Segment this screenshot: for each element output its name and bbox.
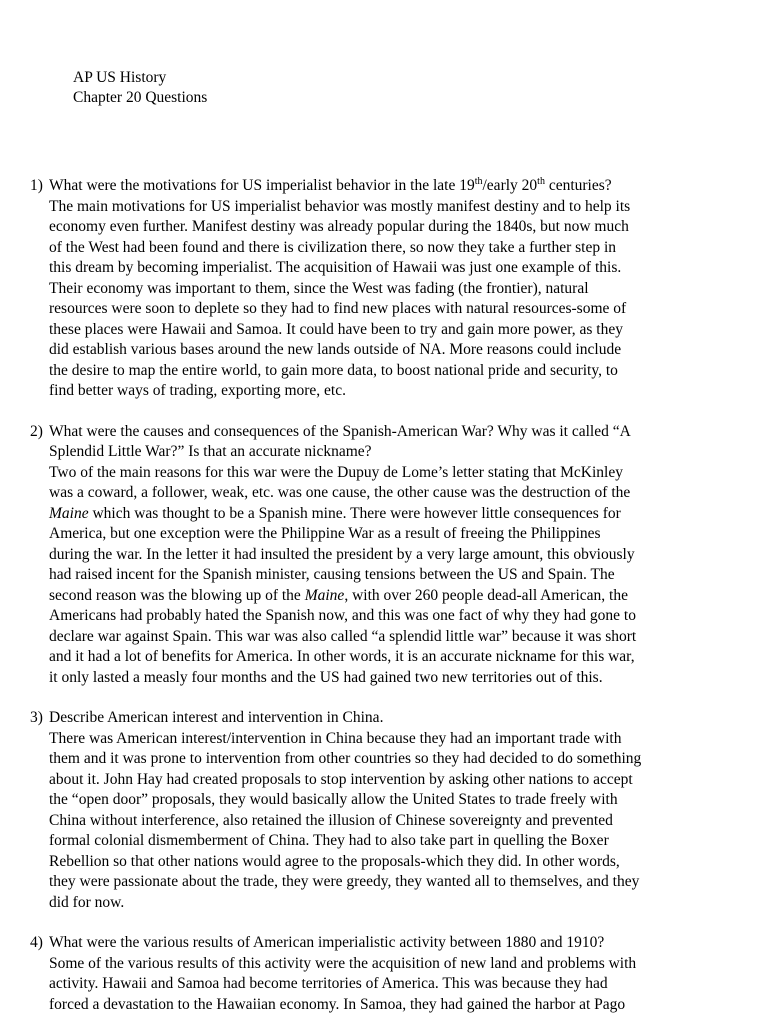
question-list (30, 176, 750, 1035)
question-text: Splendid Little War?” Is that an accurate nickname? (49, 443, 372, 460)
answer-line: find better ways of trading, exporting more, etc. (49, 382, 346, 399)
question-item (30, 708, 750, 913)
answer-line: China without interference, also retained the illusion of Chinese sovereignty and prevented (49, 811, 613, 829)
question-item (30, 933, 750, 1015)
answer-line: the “open door” proposals, they would basically allow the United States to trade freely with (49, 791, 618, 808)
answer-line: America, but one exception were the Philippine War as a result of freeing the Philippines (49, 525, 601, 542)
answer-line: second reason was the blowing up of the Maine, with over 260 people dead-all American, the (49, 586, 628, 604)
question-number: 3) (30, 709, 43, 726)
answer-line: declare war against Spain. This war was also called “a splendid little war” because it was short (49, 627, 637, 645)
answer-line: Some of the various results of this activity were the acquisition of new land and problems with (49, 954, 637, 972)
question-text: What were the causes and consequences of the Spanish-American War? Why was it called “A (49, 422, 631, 440)
question-item (30, 176, 750, 402)
question-text: What were the various results of American imperialistic activity between 1880 and 1910? (49, 934, 605, 951)
answer-line: did for now. (49, 893, 125, 911)
answer-line: had raised incent for the Spanish minister, causing tensions between the US and Spain. The (49, 566, 615, 583)
answer-line: during the war. In the letter it had insulted the president by a very large amount, this obviously (49, 545, 635, 563)
question-number: 2) (30, 422, 43, 440)
answer-line: was a coward, a follower, weak, etc. was one cause, the other cause was the destruction of the (49, 484, 631, 501)
question-text: What were the motivations for US imperialist behavior in the late 19th/early 20th centuries? (49, 176, 612, 194)
answer-line: The main motivations for US imperialist behavior was mostly manifest destiny and to help its (49, 197, 631, 215)
answer-line: they were passionate about the trade, they were greedy, they wanted all to themselves, and they (49, 873, 640, 890)
question-number: 1) (30, 177, 43, 194)
answer-line: forced a devastation to the Hawaiian economy. In Samoa, they had gained the harbor at Pago (49, 995, 626, 1013)
document-header (73, 68, 207, 108)
question-text: Describe American interest and intervention in China. (49, 709, 384, 726)
answer-line: about it. John Hay had created proposals to stop intervention by asking other nations to accept (49, 770, 633, 788)
answer-line: of the West had been found and there is civilization there, so now they take a further step in (49, 238, 617, 256)
answer-line: did establish various bases around the new lands outside of NA. More reasons could include (49, 341, 622, 358)
answer-line: the desire to map the entire world, to gain more data, to boost national pride and security, to (49, 361, 618, 379)
answer-line: Maine which was thought to be a Spanish mine. There were however little consequences for (49, 504, 621, 522)
answer-line: Two of the main reasons for this war were the Dupuy de Lome’s letter stating that McKinley (49, 463, 623, 481)
answer-line: these places were Hawaii and Samoa. It could have been to try and gain more power, as they (49, 320, 623, 338)
chapter-subtitle: Chapter 20 Questions (73, 89, 208, 106)
answer-line: Rebellion so that other nations would agree to the proposals-which they did. In other words, (49, 852, 620, 870)
answer-line: this dream by becoming imperialist. The acquisition of Hawaii was just one example of this. (49, 259, 622, 276)
answer-line: Their economy was important to them, since the West was fading (the frontier), natural (49, 279, 589, 297)
answer-line: resources were soon to deplete so they had to find new places with natural resources-some of (49, 300, 627, 317)
course-title: AP US History (73, 69, 167, 86)
answer-line: formal colonial dismemberment of China. They had to also take part in quelling the Boxer (49, 832, 609, 849)
answer-line: it only lasted a measly four months and the US had gained two new territories out of this. (49, 668, 603, 686)
answer-line: them and it was prone to intervention from other countries so they had decided to do something (49, 750, 642, 767)
answer-line: Americans had probably hated the Spanish now, and this was one fact of why they had gone to (49, 607, 636, 624)
answer-line: There was American interest/intervention in China because they had an important trade with (49, 729, 622, 747)
question-item (30, 422, 750, 689)
answer-line: and it had a lot of benefits for America. In other words, it is an accurate nickname for this war, (49, 648, 635, 665)
question-number: 4) (30, 934, 43, 951)
answer-line: activity. Hawaii and Samoa had become territories of America. This was because they had (49, 975, 608, 992)
answer-line: economy even further. Manifest destiny was already popular during the 1840s, but now much (49, 218, 629, 235)
